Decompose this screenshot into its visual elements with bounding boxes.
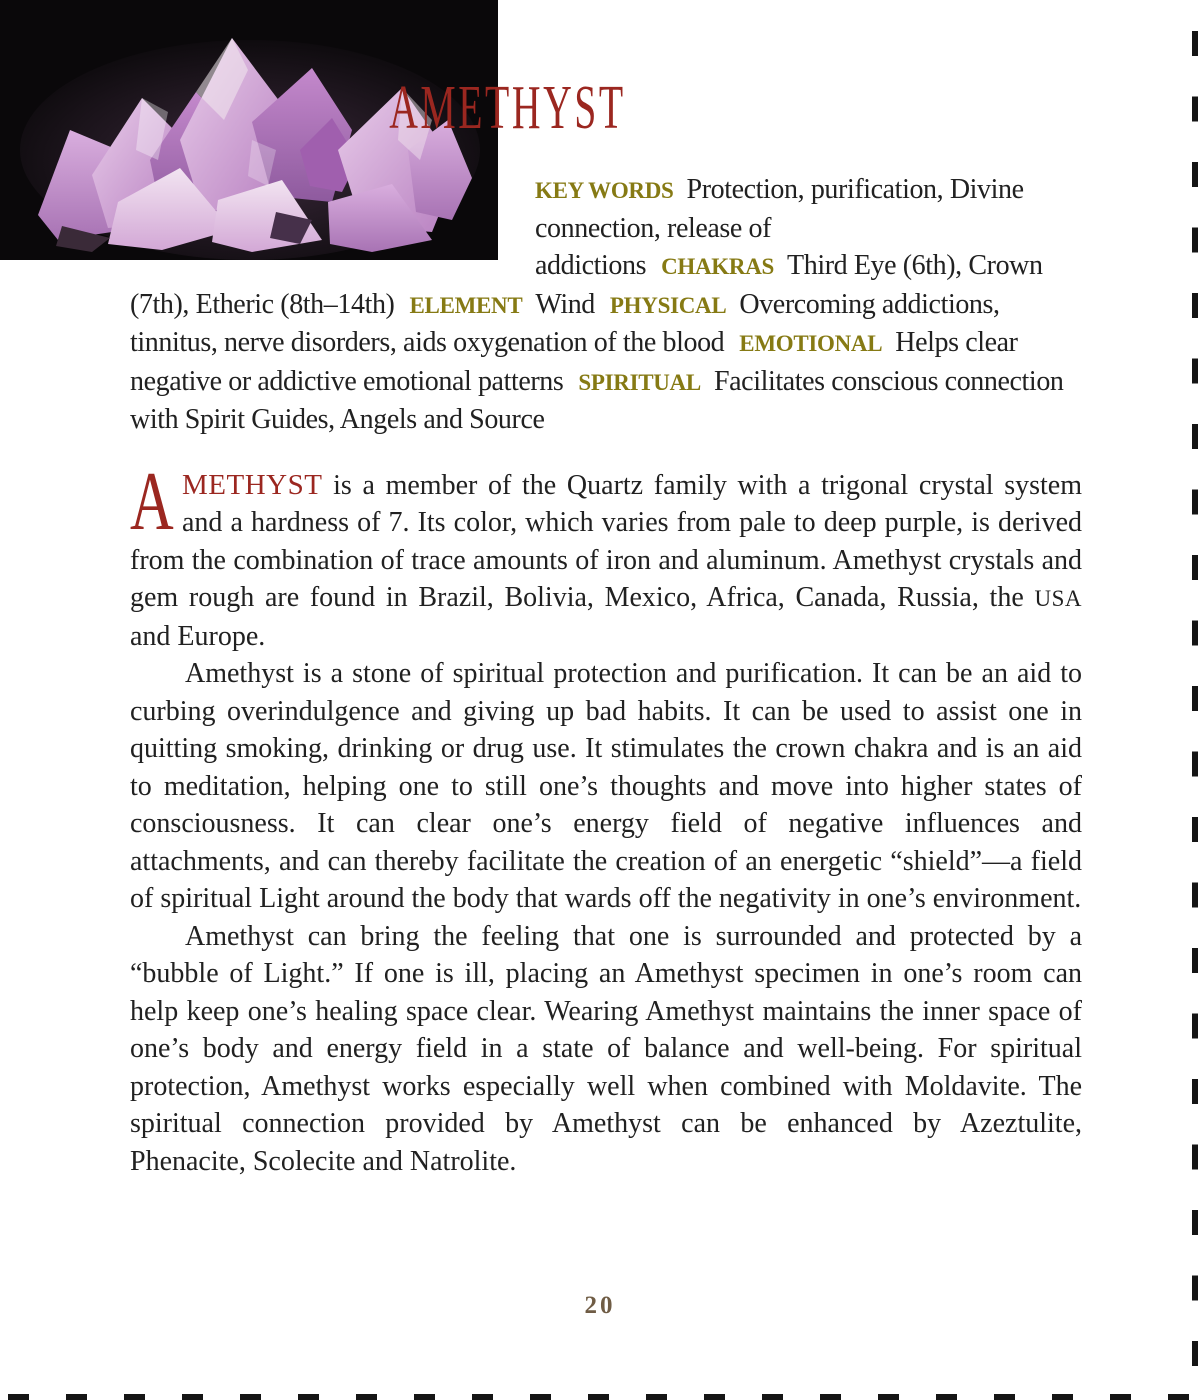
body-text (130, 454, 1082, 1181)
text-run-text: Facilitates conscious connection with Spirit Guides, Angels and Source (130, 365, 1064, 436)
page-title: AMETHYST (389, 74, 626, 142)
paragraph-3: Amethyst can bring the feeling that one is surrounded and protected by a “bubble of Light.” If one is ill, placing an Amethyst specimen in one’s room can help keep one’s healing space clear. Wearing Amethyst maintains the inner space of one’s body and energy field in a state of balance and well-being. For spiritual protection, Amethyst works especially well when combined with Moldavite. The spiritual connection provided by Amethyst can be enhanced by Azeztulite, Phenacite, Scolecite and Natrolite. (130, 920, 1082, 1177)
text-run-label: KEY WORDS (535, 178, 674, 204)
text-run-label: CHAKRAS (661, 254, 775, 280)
text-run-label: SPIRITUAL (578, 369, 701, 395)
page-number: 20 (584, 1292, 616, 1319)
paragraph-1 (130, 454, 1082, 656)
text-run-body: and Europe. (130, 620, 266, 652)
text-run-label: PHYSICAL (609, 292, 727, 318)
paragraph-2: Amethyst is a stone of spiritual protection and purification. It can be an aid to curbing overindulgence and giving up bad habits. It can be used to assist one in quitting smoking, drinking or drug use. It stimulates the crown chakra and is an aid to meditation, helping one to still one’s thoughts and move into higher states of consciousness. It can clear one’s energy field of negative influences and attachments, and can thereby facilitate the creation of an energetic “shield”—a field of spiritual Light around the body that wards off the negativity in one’s environment. (130, 658, 1082, 915)
text-run-text: Helps clear negative or addictive emotional patterns (130, 327, 1018, 397)
text-run-text: Overcoming addictions, tinnitus, nerve disorders, aids oxygenation of the blood (130, 288, 1000, 359)
text-run-label: ELEMENT (409, 292, 523, 318)
text-run-smallcaps: USA (1034, 586, 1082, 612)
text-run-redcaps: METHYST (182, 468, 323, 501)
text-run-dropcap: A (130, 454, 174, 548)
text-run-text: Wind (535, 288, 595, 320)
text-run-body: is a member of the Quartz family with a trigonal crystal system and a hardness of 7. Its color, which varies from pale to deep purple, is derived from the combination of trace amounts of iron and aluminum. Amethyst crystals and gem rough are found in Brazil, Bolivia, Mexico, Africa, Canada, Russia, the (130, 469, 1082, 614)
text-run-label: EMOTIONAL (739, 331, 883, 357)
page-edge-dashes-bottom (8, 1394, 1194, 1400)
text-run-text: Third Eye (6th), Crown (7th), Etheric (8th–14th) (130, 250, 1043, 320)
page-edge-ticks-right (1192, 31, 1198, 1371)
text-run-text: Protection, purification, Divine connection, release of addictions (535, 174, 1024, 282)
